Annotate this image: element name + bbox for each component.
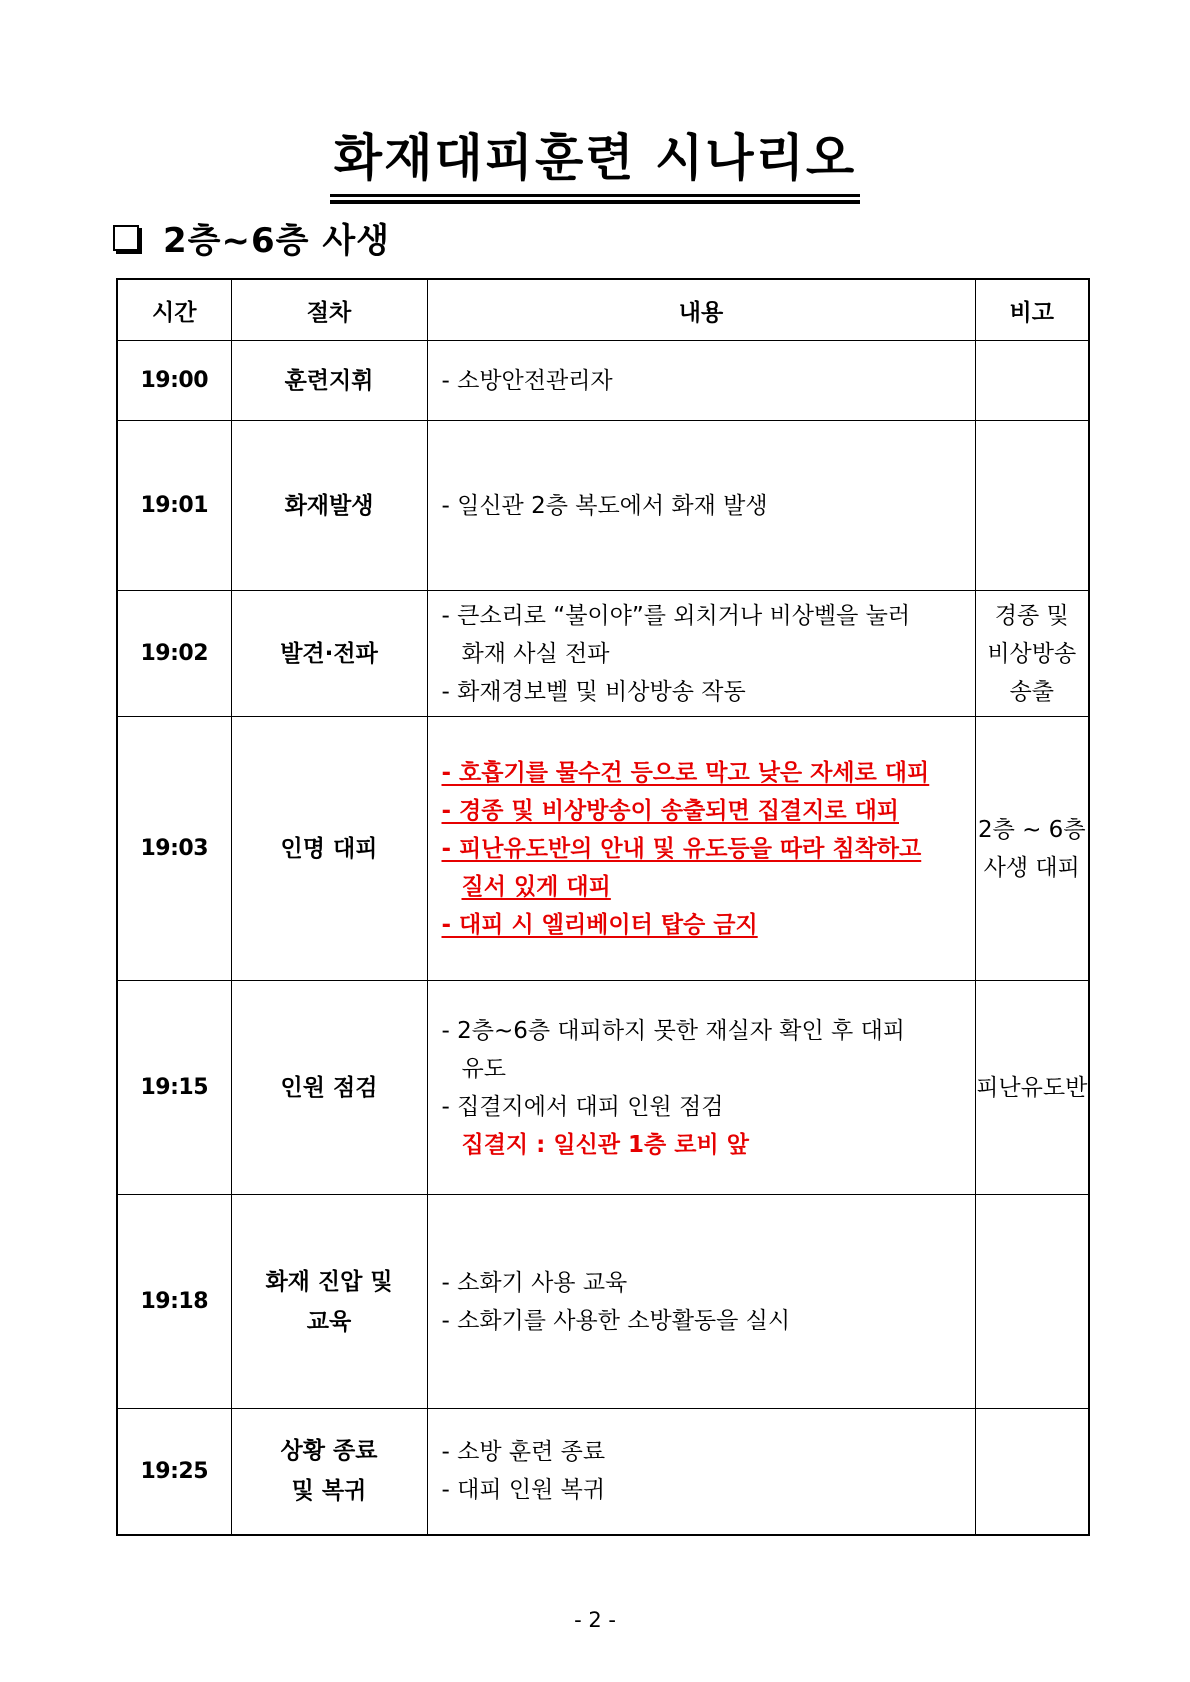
note-cell: [975, 421, 1089, 591]
content-cell: [427, 1409, 975, 1535]
table-row: [117, 981, 1089, 1195]
step-cell: [231, 591, 427, 717]
step-line: 및 복귀: [291, 1478, 367, 1505]
step-line: 인명 대피: [280, 835, 378, 862]
step-line: 발견·전파: [280, 640, 378, 667]
note-cell: [975, 591, 1089, 717]
time-cell: 19:03: [117, 717, 231, 981]
step-cell: [231, 1409, 427, 1535]
note-cell: [975, 1195, 1089, 1409]
content-line: [442, 830, 967, 868]
time-cell: 19:01: [117, 421, 231, 591]
step-cell: [231, 341, 427, 421]
content-line: - 소방 훈련 종료: [441, 1439, 606, 1466]
content-cell: [427, 981, 975, 1195]
header-time: 시간: [117, 279, 231, 341]
section-title: 2층~6층 사생: [163, 221, 391, 261]
note-cell: [975, 1409, 1089, 1535]
step-cell: [231, 981, 427, 1195]
step-cell: [231, 421, 427, 591]
content-line: [442, 906, 967, 944]
content-line: - 2층~6층 대피하지 못한 재실자 확인 후 대피: [441, 1017, 906, 1044]
table-row: [117, 717, 1089, 981]
table-body: [117, 341, 1089, 1535]
schedule-table: [116, 278, 1090, 1536]
content-line: - 화재경보벨 및 비상방송 작동: [441, 678, 746, 705]
step-line: 상황 종료: [280, 1438, 378, 1465]
step-cell: [231, 717, 427, 981]
table-row: [117, 421, 1089, 591]
emphasis-text: - 호흡기를 물수건 등으로 막고 낮은 자세로 대피: [441, 759, 930, 786]
time-cell: 19:02: [117, 591, 231, 717]
emphasis-text: - 경종 및 비상방송이 송출되면 집결지로 대피: [441, 797, 900, 824]
table-row: [117, 1409, 1089, 1535]
content-line: 집결지 : 일신관 1층 로비 앞: [461, 1131, 749, 1158]
step-line: 인원 점검: [280, 1074, 378, 1101]
note-line: 사생 대피: [983, 854, 1080, 881]
title-block: [0, 118, 1190, 197]
content-line: 유도: [461, 1055, 506, 1082]
content-line: [442, 868, 967, 906]
step-line: 화재 진압 및: [265, 1268, 393, 1295]
content-line: [442, 754, 967, 792]
content-line: - 일신관 2층 복도에서 화재 발생: [441, 492, 768, 519]
header-note: 비고: [975, 279, 1089, 341]
content-line: [442, 792, 967, 830]
checkbox-icon: [113, 225, 139, 251]
content-cell: [427, 421, 975, 591]
header-content: 내용: [427, 279, 975, 341]
time-cell: 19:18: [117, 1195, 231, 1409]
note-line: 피난유도반: [976, 1074, 1088, 1101]
time-cell: 19:15: [117, 981, 231, 1195]
table-header-row: [117, 279, 1089, 341]
step-line: 교육: [306, 1308, 352, 1335]
note-line: 2층 ~ 6층: [977, 816, 1086, 843]
note-cell: [975, 341, 1089, 421]
content-cell: [427, 341, 975, 421]
content-cell: [427, 591, 975, 717]
content-line: - 대피 인원 복귀: [441, 1477, 606, 1504]
section-heading: [113, 213, 390, 262]
step-line: 화재발생: [284, 492, 374, 519]
page-title: 화재대피훈련 시나리오: [330, 118, 860, 197]
content-line: - 소화기 사용 교육: [441, 1269, 628, 1296]
table-row: [117, 591, 1089, 717]
content-cell: [427, 717, 975, 981]
step-cell: [231, 1195, 427, 1409]
table-row: [117, 341, 1089, 421]
content-line: 화재 사실 전파: [461, 640, 610, 667]
header-step: 절차: [231, 279, 427, 341]
note-line: 송출: [1009, 678, 1054, 705]
time-cell: 19:25: [117, 1409, 231, 1535]
note-line: 경종 및: [994, 602, 1069, 629]
content-cell: [427, 1195, 975, 1409]
table-row: [117, 1195, 1089, 1409]
note-cell: [975, 717, 1089, 981]
page-number: - 2 -: [574, 1608, 616, 1632]
note-line: 비상방송: [987, 640, 1077, 667]
emphasis-text: - 대피 시 엘리베이터 탑승 금지: [441, 911, 758, 938]
content-line: - 소방안전관리자: [441, 367, 613, 394]
content-line: - 집결지에서 대피 인원 점검: [441, 1093, 724, 1120]
step-line: 훈련지휘: [284, 367, 374, 394]
content-line: - 소화기를 사용한 소방활동을 실시: [441, 1307, 791, 1334]
note-cell: [975, 981, 1089, 1195]
emphasis-text: - 피난유도반의 안내 및 유도등을 따라 침착하고: [441, 835, 922, 862]
time-cell: 19:00: [117, 341, 231, 421]
emphasis-text: 질서 있게 대피: [461, 873, 611, 900]
content-line: - 큰소리로 “불이야”를 외치거나 비상벨을 눌러: [441, 602, 911, 629]
